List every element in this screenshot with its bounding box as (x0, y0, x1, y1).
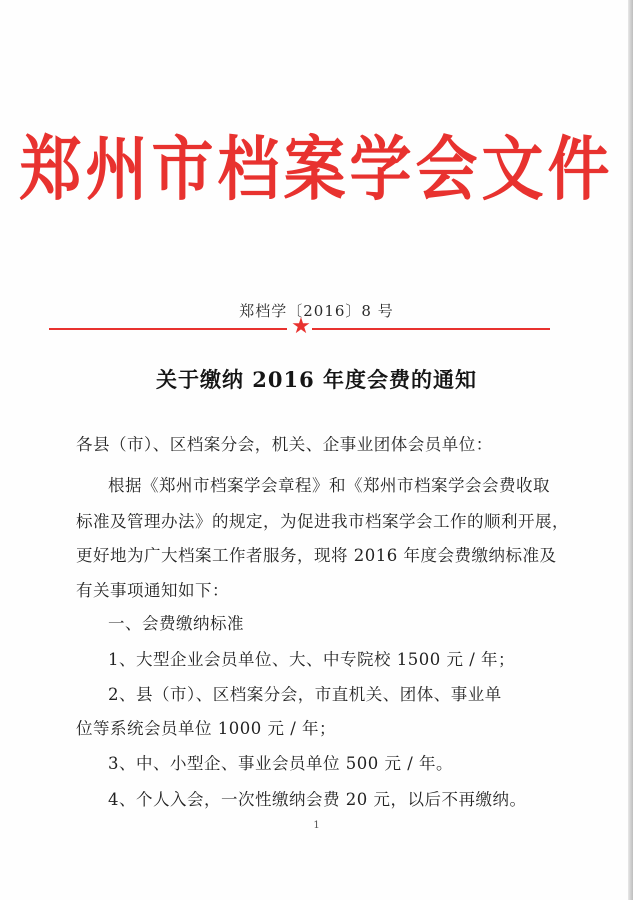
notice-title: 关于缴纳 2016 年度会费的通知 (155, 367, 478, 392)
body-line-4: 有关事项通知如下： (76, 581, 229, 600)
document-masthead: 郑州市档案学会文件 (19, 128, 614, 211)
body-line-2: 标准及管理办法》的规定，为促进我市档案学会工作的顺利开展， (76, 512, 569, 531)
page-number: 1 (313, 820, 320, 831)
document-number: 郑档学〔2016〕8 号 (239, 302, 394, 320)
fee-item-4: 4、个人入会，一次性缴纳会费 20 元，以后不再缴纳。 (108, 790, 527, 809)
body-line-3: 更好地为广大档案工作者服务，现将 2016 年度会费缴纳标准及 (76, 546, 557, 565)
fee-item-3: 3、中、小型企、事业会员单位 500 元 / 年。 (108, 754, 454, 773)
body-line-1: 根据《郑州市档案学会章程》和《郑州市档案学会会费收取 (108, 476, 550, 495)
red-rule-right (312, 328, 550, 330)
section-heading-fee-standard: 一、会费缴纳标准 (108, 614, 244, 633)
salutation-line: 各县（市）、区档案分会，机关、企事业团体会员单位： (76, 435, 493, 454)
red-star-icon: ★ (291, 314, 311, 339)
fee-item-1: 1、大型企业会员单位、大、中专院校 1500 元 / 年； (108, 650, 516, 669)
fee-item-2: 2、县（市）、区档案分会，市直机关、团体、事业单 (108, 685, 502, 704)
fee-item-2-continued: 位等系统会员单位 1000 元 / 年； (76, 719, 337, 738)
red-rule-left (49, 328, 287, 330)
